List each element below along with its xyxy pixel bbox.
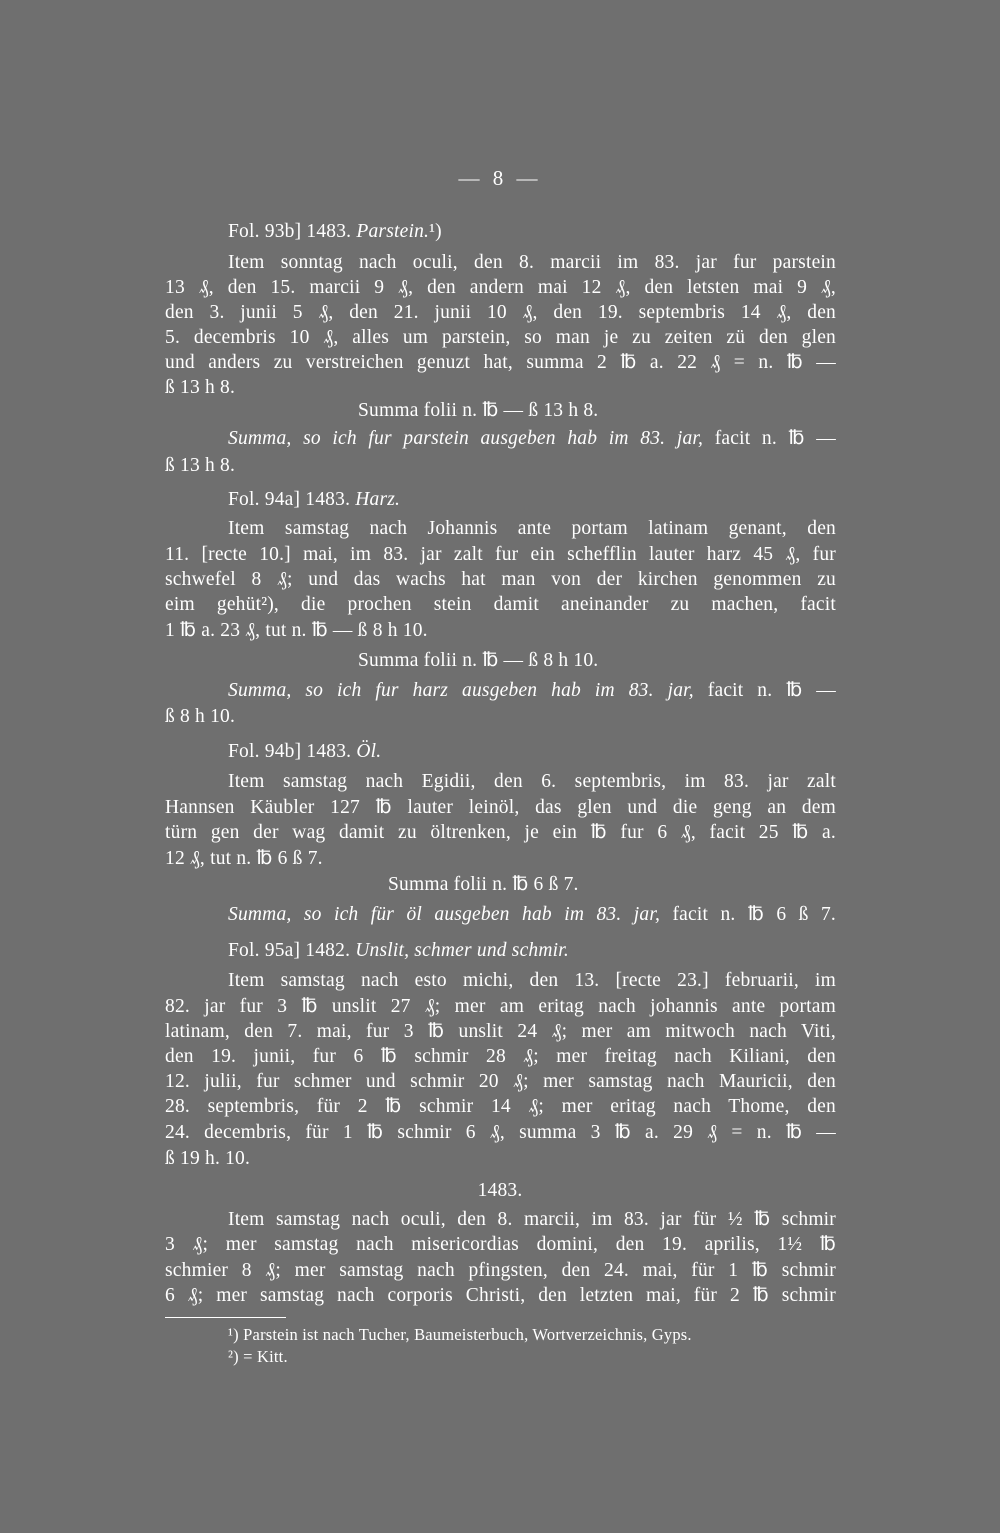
body-line: den 3. junii 5 ₰, den 21. junii 10 ₰, den 19. septembris 14 ₰, den [165,302,836,323]
body-line: Hannsen Käubler 127 ℔ lauter leinöl, das glen und die geng an dem [165,797,836,818]
body-line: Item samstag nach Johannis ante portam latinam genant, den [228,518,836,539]
page-number: — 8 — [458,166,542,190]
summa-folii: Summa folii n. ℔ 6 ß 7. [388,874,579,895]
body-line: schwefel 8 ₰; und das wachs hat man von der kirchen genommen zu [165,569,836,590]
body-line: 5. decembris 10 ₰, alles um parstein, so man je zu zeiten zü den glen [165,327,836,348]
body-line: latinam, den 7. mai, fur 3 ℔ unslit 24 ₰; mer am mitwoch nach Viti, [165,1021,836,1042]
body-line: 82. jar fur 3 ℔ unslit 27 ₰; mer am eritag nach johannis ante portam [165,996,836,1017]
body-line: ß 13 h 8. [165,377,236,398]
body-line: ß 13 h 8. [165,455,236,476]
body-line: und anders zu verstreichen genuzt hat, summa 2 ℔ a. 22 ₰ = n. ℔ — [165,352,836,373]
footnote: ¹) Parstein ist nach Tucher, Baumeisterbuch, Wortverzeichnis, Gyps. [228,1325,692,1344]
body-line: 12 ₰, tut n. ℔ 6 ß 7. [165,848,323,869]
body-line: den 19. junii, fur 6 ℔ schmir 28 ₰; mer freitag nach Kiliani, den [165,1046,836,1067]
section-heading-parstein: Fol. 93b] 1483. Parstein.¹) [228,221,442,242]
body-line: ß 19 h. 10. [165,1148,251,1169]
body-line: Item samstag nach Egidii, den 6. septembris, im 83. jar zalt [228,771,836,792]
body-line: schmier 8 ₰; mer samstag nach pfingsten, den 24. mai, für 1 ℔ schmir [165,1260,836,1281]
summa-line: Summa, so ich fur parstein ausgeben hab im 83. jar, facit n. ℔ — [228,428,836,449]
year-heading: 1483. [477,1180,523,1201]
body-line: Item samstag nach esto michi, den 13. [recte 23.] februarii, im [228,970,836,991]
body-line: Item samstag nach oculi, den 8. marcii, im 83. jar für ½ ℔ schmir [228,1209,836,1230]
body-line: 12. julii, fur schmer und schmir 20 ₰; mer samstag nach Mauricii, den [165,1071,836,1092]
summa-folii: Summa folii n. ℔ — ß 8 h 10. [358,650,599,671]
body-line: 11. [recte 10.] mai, im 83. jar zalt fur ein schefflin lauter harz 45 ₰, fur [165,544,836,565]
summa-line: Summa, so ich für öl ausgeben hab im 83. jar, facit n. ℔ 6 ß 7. [228,904,836,925]
body-line: türn gen der wag damit zu öltrenken, je ein ℔ fur 6 ₰, facit 25 ℔ a. [165,822,836,843]
body-line: Item sonntag nach oculi, den 8. marcii im 83. jar fur parstein [228,252,836,273]
footnote: ²) = Kitt. [228,1347,288,1366]
body-line: 1 ℔ a. 23 ₰, tut n. ℔ — ß 8 h 10. [165,620,428,641]
body-line: 6 ₰; mer samstag nach corporis Christi, den letzten mai, für 2 ℔ schmir [165,1285,836,1306]
body-line: eim gehüt²), die prochen stein damit aneinander zu machen, facit [165,594,836,615]
body-line: 24. decembris, für 1 ℔ schmir 6 ₰, summa 3 ℔ a. 29 ₰ = n. ℔ — [165,1122,836,1143]
body-line: 3 ₰; mer samstag nach misericordias domini, den 19. aprilis, 1½ ℔ [165,1234,836,1255]
section-heading-unslit: Fol. 95a] 1482. Unslit, schmer und schmir. [228,940,569,961]
body-line: 28. septembris, für 2 ℔ schmir 14 ₰; mer eritag nach Thome, den [165,1096,836,1117]
body-line: ß 8 h 10. [165,706,236,727]
footnote-rule [165,1317,286,1318]
section-heading-oel: Fol. 94b] 1483. Öl. [228,741,382,762]
section-heading-harz: Fol. 94a] 1483. Harz. [228,489,401,510]
summa-folii: Summa folii n. ℔ — ß 13 h 8. [358,400,599,421]
summa-line: Summa, so ich fur harz ausgeben hab im 83. jar, facit n. ℔ — [228,680,836,701]
body-line: 13 ₰, den 15. marcii 9 ₰, den andern mai 12 ₰, den letsten mai 9 ₰, [165,277,836,298]
